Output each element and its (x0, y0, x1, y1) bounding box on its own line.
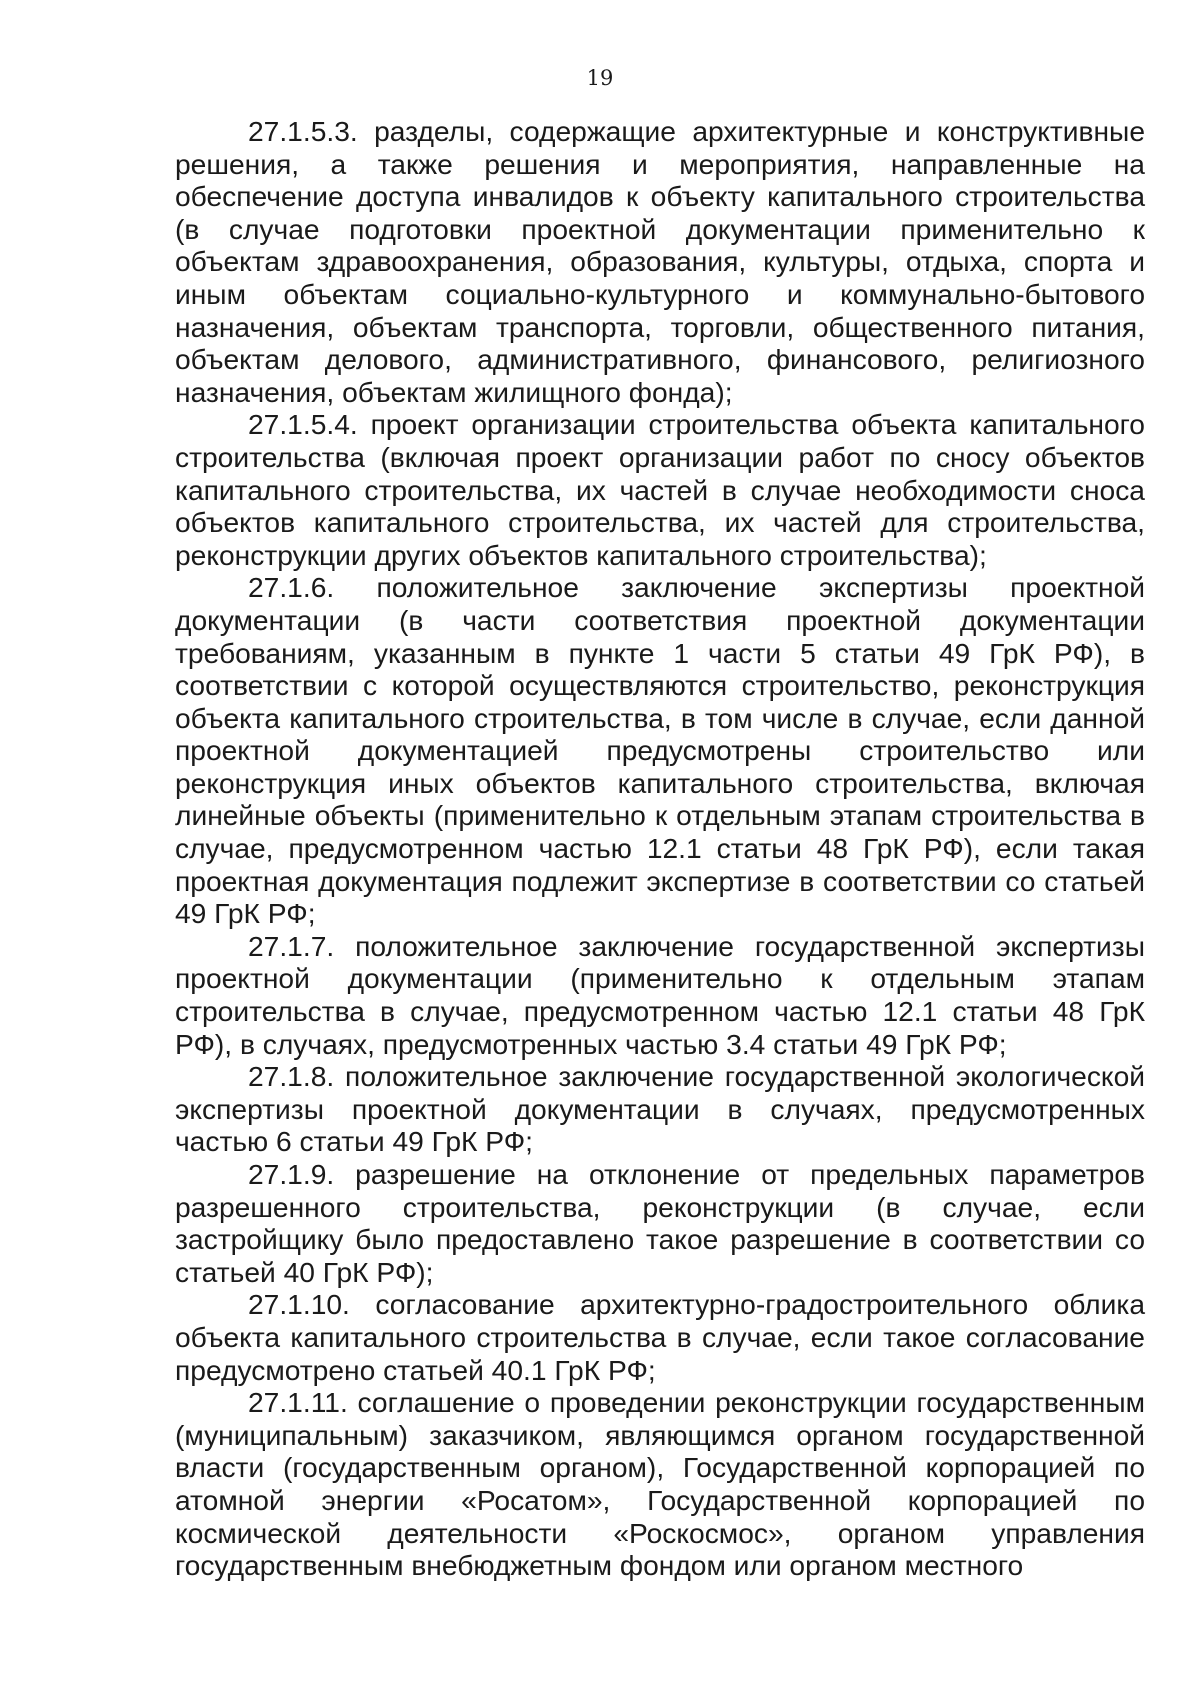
paragraph-27-1-5-4: 27.1.5.4. проект организации строительства объекта капитального строительства (включая проект организации работ по сносу объектов капитального строительства, их частей в случае необходимости сноса объектов капитального строительства, их частей для строительства, реконструкции других объектов капитального строительства); (175, 408, 1145, 571)
paragraph-27-1-9: 27.1.9. разрешение на отклонение от предельных параметров разрешенного строительства, реконструкции (в случае, если застройщику было предоставлено такое разрешение в соответствии со статьей 40 ГрК РФ); (175, 1158, 1145, 1288)
paragraph-27-1-11: 27.1.11. соглашение о проведении реконструкции государственным (муниципальным) заказчиком, являющимся органом государственной власти (государственным органом), Государственной корпорацией по атомной энергии «Росатом», Государственной корпорацией по космической деятельности «Роскосмос», органом управления государственным внебюджетным фондом или органом местного (175, 1386, 1145, 1582)
paragraph-27-1-5-3: 27.1.5.3. разделы, содержащие архитектурные и конструктивные решения, а также решения и мероприятия, направленные на обеспечение доступа инвалидов к объекту капитального строительства (в случае подготовки проектной документации применительно к объектам здравоохранения, образования, культуры, отдыха, спорта и иным объектам социально-культурного и коммунально-бытового назначения, объектам транспорта, торговли, общественного питания, объектам делового, административного, финансового, религиозного назначения, объектам жилищного фонда); (175, 115, 1145, 408)
paragraph-27-1-10: 27.1.10. согласование архитектурно-градостроительного облика объекта капитального строительства в случае, если такое согласование предусмотрено статьей 40.1 ГрК РФ; (175, 1288, 1145, 1386)
page-number: 19 (586, 66, 614, 90)
paragraph-27-1-7: 27.1.7. положительное заключение государственной экспертизы проектной документации (применительно к отдельным этапам строительства в случае, предусмотренном частью 12.1 статьи 48 ГрК РФ), в случаях, предусмотренных частью 3.4 статьи 49 ГрК РФ; (175, 929, 1145, 1060)
paragraph-27-1-8: 27.1.8. положительное заключение государственной экологической экспертизы проектной документации в случаях, предусмотренных частью 6 статьи 49 ГрК РФ; (175, 1060, 1145, 1158)
document-body (175, 115, 1145, 1582)
paragraph-27-1-6: 27.1.6. положительное заключение экспертизы проектной документации (в части соответствия проектной документации требованиям, указанным в пункте 1 части 5 статьи 49 ГрК РФ), в соответствии с которой осуществляются строительство, реконструкция объекта капитального строительства, в том числе в случае, если данной проектной документацией предусмотрены строительство или реконструкция иных объектов капитального строительства, включая линейные объекты (применительно к отдельным этапам строительства в случае, предусмотренном частью 12.1 статьи 48 ГрК РФ), если такая проектная документация подлежит экспертизе в соответствии со статьей 49 ГрК РФ; (175, 571, 1145, 930)
